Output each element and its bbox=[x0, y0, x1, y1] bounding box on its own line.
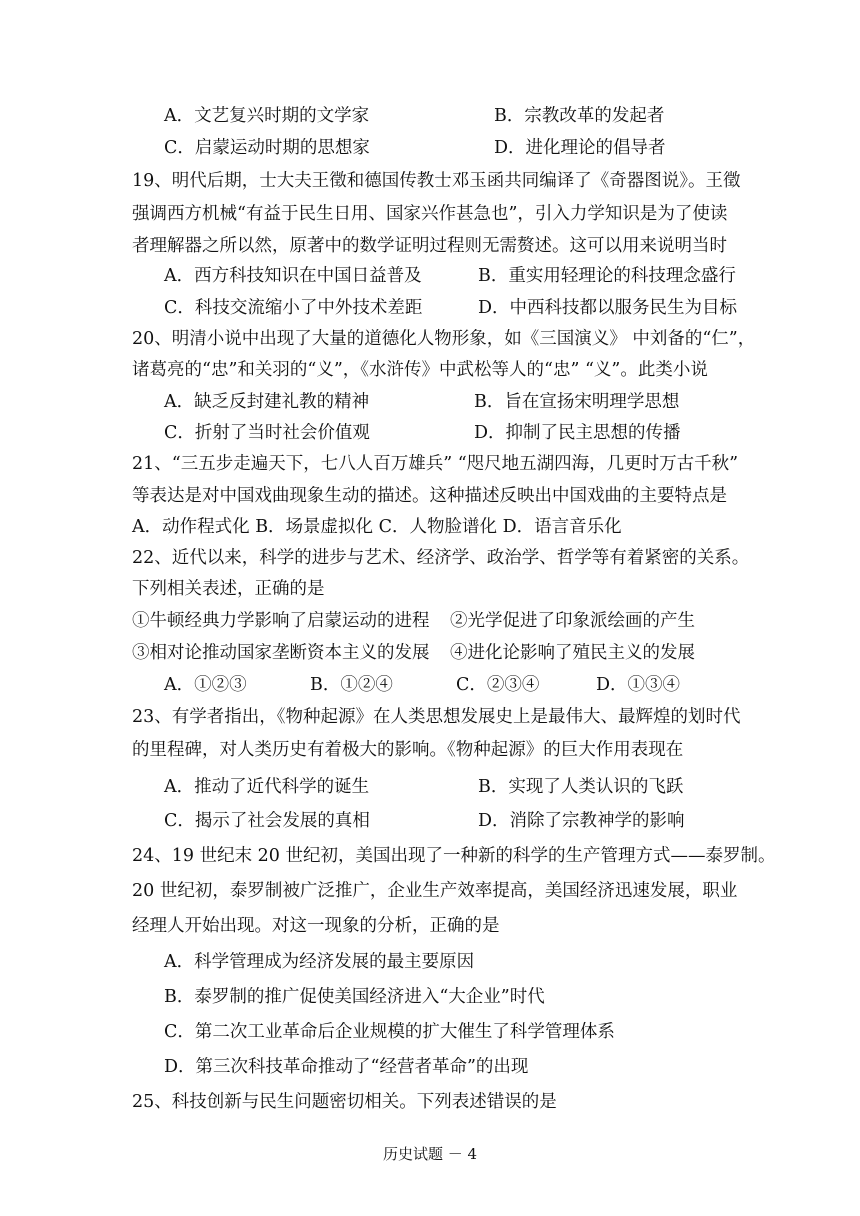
q22-option-d: D．①③④ bbox=[596, 675, 681, 695]
q19-option-d: D．中西科技都以服务民生为目标 bbox=[478, 298, 738, 318]
q22-statement-4: ④进化论影响了殖民主义的发展 bbox=[450, 643, 695, 663]
q23-option-c: C．揭示了社会发展的真相 bbox=[164, 811, 370, 831]
q22-statement-3: ③相对论推动国家垄断资本主义的发展 bbox=[132, 643, 430, 663]
q18-option-a: A．文艺复兴时期的文学家 bbox=[164, 106, 370, 126]
q23-option-d: D．消除了宗教神学的影响 bbox=[478, 811, 685, 831]
q20-option-d: D．抑制了民主思想的传播 bbox=[474, 423, 681, 443]
q19-stem-line-1: 19、明代后期，士大夫王徵和德国传教士邓玉函共同编译了《奇器图说》。王徵 bbox=[132, 171, 741, 191]
q22-option-a: A．①②③ bbox=[164, 675, 247, 695]
q22-option-c: C．②③④ bbox=[456, 675, 540, 695]
q20-stem-line-1: 20、明清小说中出现了大量的道德化人物形象，如《三国演义》 中刘备的“仁”， bbox=[132, 329, 756, 349]
q19-stem-line-3: 者理解器之所以然，原著中的数学证明过程则无需赘述。这可以用来说明当时 bbox=[132, 236, 727, 256]
q23-option-a: A．推动了近代科学的诞生 bbox=[164, 777, 370, 797]
q19-stem-line-2: 强调西方机械“有益于民生日用、国家兴作甚急也”，引入力学知识是为了使读 bbox=[132, 204, 728, 224]
q22-stem-line-1: 22、近代以来，科学的进步与艺术、经济学、政治学、哲学等有着紧密的关系。 bbox=[132, 548, 750, 568]
q21-stem-line-2: 等表达是对中国戏曲现象生动的描述。这种描述反映出中国戏曲的主要特点是 bbox=[132, 486, 727, 506]
q24-option-b: B．泰罗制的推广促使美国经济进入“大企业”时代 bbox=[164, 987, 545, 1007]
q19-option-a: A．西方科技知识在中国日益普及 bbox=[164, 266, 422, 286]
q21-stem-line-1: 21、“三五步走遍天下，七八人百万雄兵” “咫尺地五湖四海，几更时万古千秋” bbox=[132, 454, 739, 474]
q19-option-c: C．科技交流缩小了中外技术差距 bbox=[164, 298, 423, 318]
q24-stem-line-1: 24、19 世纪末 20 世纪初，美国出现了一种新的科学的生产管理方式——泰罗制。 bbox=[132, 846, 776, 866]
q20-option-b: B．旨在宣扬宋明理学思想 bbox=[474, 392, 680, 412]
q18-option-c: C．启蒙运动时期的思想家 bbox=[164, 138, 370, 158]
q22-statement-1: ①牛顿经典力学影响了启蒙运动的进程 bbox=[132, 611, 430, 631]
q20-stem-line-2: 诸葛亮的“忠”和关羽的“义”，《水浒传》中武松等人的“忠” “义”。此类小说 bbox=[132, 360, 708, 380]
q24-stem-line-3: 经理人开始出现。对这一现象的分析，正确的是 bbox=[132, 916, 500, 936]
q22-stem-line-2: 下列相关表述，正确的是 bbox=[132, 579, 325, 599]
q18-option-b: B．宗教改革的发起者 bbox=[494, 106, 665, 126]
q25-stem: 25、科技创新与民生问题密切相关。下列表述错误的是 bbox=[132, 1092, 557, 1112]
q18-option-d: D．进化理论的倡导者 bbox=[494, 138, 666, 158]
q24-stem-line-2: 20 世纪初，泰罗制被广泛推广，企业生产效率提高，美国经济迅速发展，职业 bbox=[132, 881, 738, 901]
q19-option-b: B．重实用轻理论的科技理念盛行 bbox=[478, 266, 736, 286]
q21-options-line: A．动作程式化 B．场景虚拟化 C．人物脸谱化 D．语言音乐化 bbox=[132, 517, 622, 537]
q22-statement-2: ②光学促进了印象派绘画的产生 bbox=[450, 611, 695, 631]
q24-option-d: D．第三次科技革命推动了“经营者革命”的出现 bbox=[164, 1057, 529, 1077]
q24-option-a: A．科学管理成为经济发展的最主要原因 bbox=[164, 952, 475, 972]
q20-option-a: A．缺乏反封建礼教的精神 bbox=[164, 392, 370, 412]
q22-option-b: B．①②④ bbox=[310, 675, 393, 695]
page-footer: 历史试题 － 4 bbox=[382, 1145, 478, 1163]
q24-option-c: C．第二次工业革命后企业规模的扩大催生了科学管理体系 bbox=[164, 1022, 615, 1042]
q23-option-b: B．实现了人类认识的飞跃 bbox=[478, 777, 684, 797]
q20-option-c: C．折射了当时社会价值观 bbox=[164, 423, 370, 443]
q23-stem-line-1: 23、有学者指出，《物种起源》在人类思想发展史上是最伟大、最辉煌的划时代 bbox=[132, 707, 741, 727]
q23-stem-line-2: 的里程碑，对人类历史有着极大的影响。《物种起源》的巨大作用表现在 bbox=[132, 740, 684, 760]
